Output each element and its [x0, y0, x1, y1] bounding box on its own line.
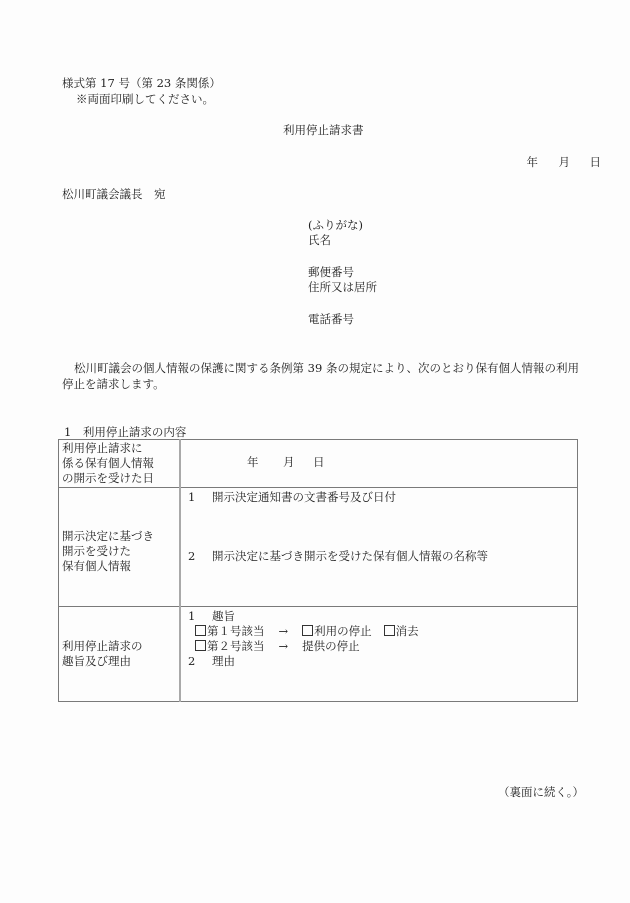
date-month-field[interactable]: 月 — [558, 155, 570, 169]
item-number: 2 — [188, 654, 196, 668]
label-line: 開示を受けた — [62, 543, 131, 558]
document-title: 利用停止請求書 — [283, 123, 364, 137]
option-2-line — [188, 639, 577, 654]
request-statement: 松川町議会の個人情報の保護に関する条例第 39 条の規定により、次のとおり保有個人情報の利用停止を請求します。 — [62, 361, 579, 391]
disclosed-info-field[interactable] — [180, 488, 578, 607]
label-line: 利用停止請求に — [62, 441, 143, 455]
addressee: 松川町議会議長 宛 — [62, 187, 166, 201]
purpose-reason-items — [181, 607, 577, 669]
postal-code-label[interactable]: 郵便番号 — [308, 265, 354, 279]
disclosure-date — [181, 440, 577, 470]
label-line: 保有個人情報 — [62, 558, 131, 573]
label-line: 趣旨及び理由 — [62, 654, 131, 668]
date-day-field[interactable]: 日 — [589, 155, 601, 169]
option-1-label: 第１号該当 — [207, 624, 265, 638]
checkbox-icon[interactable] — [384, 625, 395, 636]
disclosure-date-label — [59, 440, 181, 488]
label-line: 利用停止請求の — [62, 639, 143, 653]
purpose-reason-label — [59, 607, 181, 702]
disclosed-info-label — [59, 488, 181, 607]
label-line: 係る保有個人情報 — [62, 456, 154, 470]
info-name-item — [188, 549, 577, 564]
table-row-disclosed-info — [59, 488, 578, 607]
choice-stop-use: 利用の停止 — [314, 624, 372, 638]
name-label[interactable]: 氏名 — [308, 233, 331, 247]
date-day-field[interactable]: 日 — [313, 455, 325, 469]
print-note: ※両面印刷してください。 — [76, 92, 214, 106]
item-text: 開示決定通知書の文書番号及び日付 — [212, 490, 396, 504]
disclosed-info-items — [181, 488, 577, 564]
phone-label[interactable]: 電話番号 — [308, 312, 354, 326]
date-year-field[interactable]: 年 — [247, 455, 259, 469]
applicant-block — [308, 218, 377, 327]
option-2-label: 第２号該当 — [207, 639, 265, 653]
item-text: 趣旨 — [212, 609, 235, 623]
table-row-purpose-reason — [59, 607, 578, 702]
label-line: 開示決定に基づき — [62, 528, 154, 543]
arrow-right-icon: → — [278, 624, 289, 638]
purpose-reason-field[interactable] — [180, 607, 578, 702]
table-row-disclosure-date — [59, 440, 578, 488]
purpose-heading — [188, 609, 577, 624]
date-month-field[interactable]: 月 — [283, 455, 295, 469]
furigana-label[interactable]: (ふりがな) — [308, 218, 363, 232]
item-text: 理由 — [212, 654, 235, 668]
request-content-table — [58, 439, 578, 702]
option-2-result: 提供の停止 — [302, 639, 360, 653]
continued-note: （裏面に続く。） — [498, 785, 585, 799]
arrow-right-icon: → — [278, 639, 289, 653]
disclosure-date-field[interactable] — [180, 440, 578, 488]
choice-erase: 消去 — [395, 624, 419, 638]
item-text: 開示決定に基づき開示を受けた保有個人情報の名称等 — [212, 549, 488, 563]
item-number: 2 — [188, 549, 196, 563]
checkbox-icon[interactable] — [195, 640, 206, 651]
checkbox-icon[interactable] — [302, 625, 313, 636]
reason-heading — [188, 654, 577, 669]
checkbox-icon[interactable] — [195, 625, 206, 636]
address-label[interactable]: 住所又は居所 — [308, 280, 377, 294]
document-number-item — [188, 490, 577, 505]
date-year-field[interactable]: 年 — [526, 155, 538, 169]
item-number: 1 — [188, 490, 196, 504]
item-number: 1 — [188, 609, 196, 623]
label-line: の開示を受けた日 — [62, 471, 154, 485]
form-number: 様式第 17 号（第 23 条関係） — [62, 76, 221, 90]
section-heading: 1 利用停止請求の内容 — [64, 425, 187, 439]
option-1-line — [188, 624, 577, 639]
request-date — [508, 155, 601, 170]
